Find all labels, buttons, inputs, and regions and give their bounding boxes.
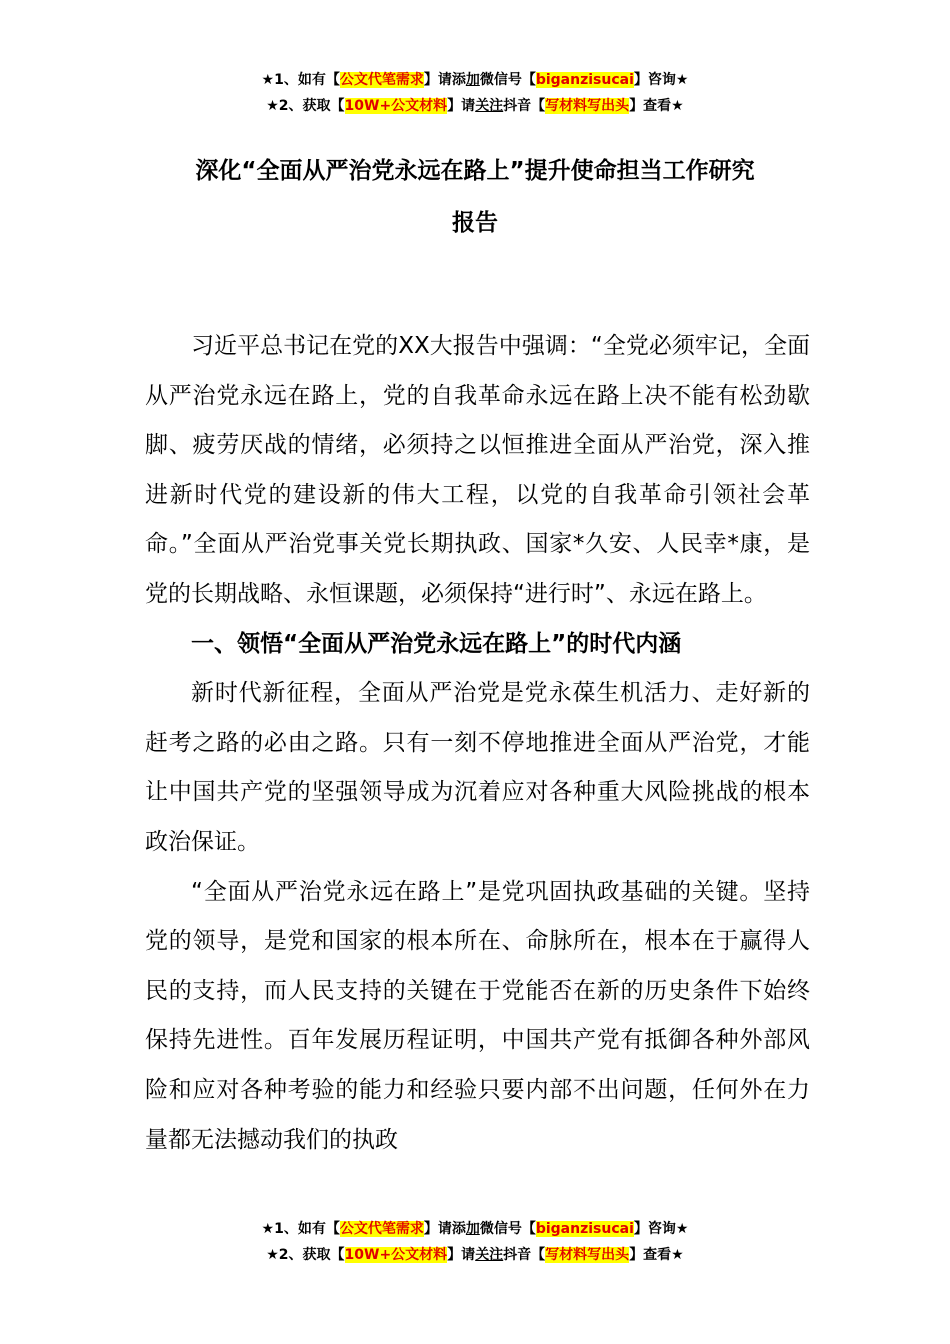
banner-text: ★1、如有【 bbox=[261, 72, 340, 88]
banner-text: 微信号【 bbox=[479, 1221, 536, 1237]
paragraph-2: 新时代新征程，全面从严治党是党永葆生机活力、走好新的赶考之路的必由之路。只有一刻不停地推进全面从严治党，才能让中国共产党的坚强领导成为沉着应对各种重大风险挑战的根本政治保证。 bbox=[145, 680, 810, 855]
banner-text: 】查看★ bbox=[629, 1247, 684, 1263]
banner-line-1 bbox=[0, 67, 950, 93]
banner-line-2 bbox=[0, 1242, 950, 1268]
banner-text: 】请 bbox=[447, 98, 476, 114]
document-title bbox=[120, 145, 830, 249]
banner-text: 】咨询★ bbox=[633, 1221, 689, 1237]
banner-underline: 加 bbox=[465, 1221, 480, 1237]
banner-underline: 关注 bbox=[475, 1247, 504, 1263]
banner-highlight: biganzisucai bbox=[535, 72, 634, 88]
title-line-2: 报告 bbox=[452, 210, 498, 236]
banner-text: 抖音【 bbox=[503, 1247, 546, 1263]
banner-text: ★2、获取【 bbox=[266, 98, 345, 114]
header-banner bbox=[0, 67, 950, 119]
paragraph-1: 习近平总书记在党的XX大报告中强调：“全党必须牢记，全面从严治党永远在路上，党的自我革命永远在路上决不能有松劲歇脚、疲劳厌战的情绪，必须持之以恒推进全面从严治党，深入推进新时代党的建设新的伟大工程，以党的自我革命引领社会革命。”全面从严治党事关党长期执政、国家*久安、人民幸*康，是党的长期战略、永恒课题，必须保持“进行时”、永远在路上。 bbox=[145, 333, 810, 607]
banner-text: ★1、如有【 bbox=[261, 1221, 340, 1237]
banner-text: 】咨询★ bbox=[633, 72, 689, 88]
banner-underline: 关注 bbox=[475, 98, 504, 114]
banner-text: 】请添 bbox=[423, 72, 466, 88]
banner-line-2 bbox=[0, 93, 950, 119]
banner-highlight: 10W+公文材料 bbox=[344, 1247, 448, 1263]
banner-text: 微信号【 bbox=[479, 72, 536, 88]
banner-text: 】查看★ bbox=[629, 98, 684, 114]
banner-text: 】请 bbox=[447, 1247, 476, 1263]
section-heading-1: 一、领悟“全面从严治党永远在路上”的时代内涵 bbox=[191, 630, 682, 657]
footer-banner bbox=[0, 1216, 950, 1268]
paragraph-3: “全面从严治党永远在路上”是党巩固执政基础的关键。坚持党的领导，是党和国家的根本所在、命脉所在，根本在于赢得人民的支持，而人民支持的关键在于党能否在新的历史条件下始终保持先进性。百年发展历程证明，中国共产党有抵御各种外部风险和应对各种考验的能力和经验只要内部不出问题，任何外在力量都无法撼动我们的执政 bbox=[145, 878, 810, 1153]
title-line-1: 深化“全面从严治党永远在路上”提升使命担当工作研究 bbox=[195, 158, 755, 184]
banner-highlight: 写材料写出头 bbox=[545, 1247, 630, 1263]
banner-highlight: 公文代笔需求 bbox=[339, 72, 424, 88]
banner-highlight: 公文代笔需求 bbox=[339, 1221, 424, 1237]
banner-underline: 加 bbox=[465, 72, 480, 88]
banner-text: 抖音【 bbox=[503, 98, 546, 114]
banner-text: 】请添 bbox=[423, 1221, 466, 1237]
banner-highlight: 10W+公文材料 bbox=[344, 98, 448, 114]
banner-line-1 bbox=[0, 1216, 950, 1242]
banner-highlight: 写材料写出头 bbox=[545, 98, 630, 114]
document-body bbox=[145, 322, 810, 1165]
banner-text: ★2、获取【 bbox=[266, 1247, 345, 1263]
banner-highlight: biganzisucai bbox=[535, 1221, 634, 1237]
